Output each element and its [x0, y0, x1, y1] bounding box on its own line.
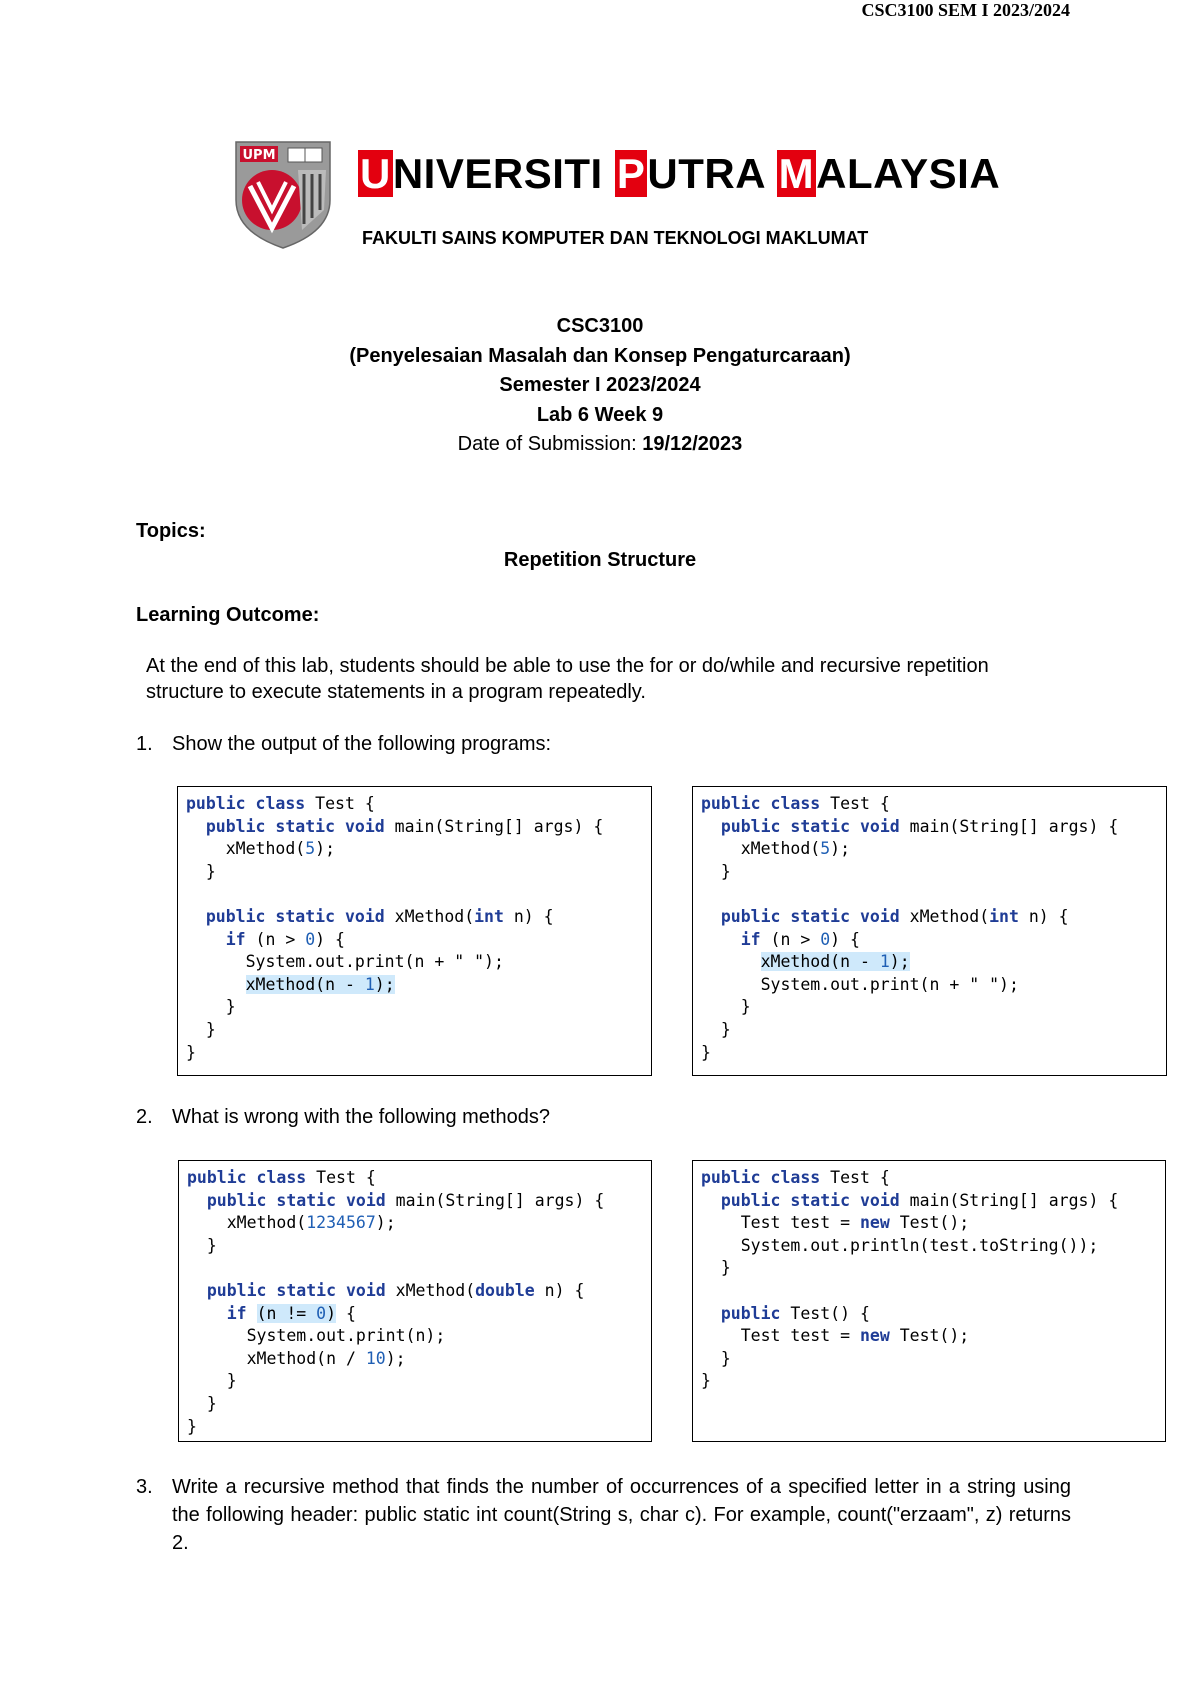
faculty-name: FAKULTI SAINS KOMPUTER DAN TEKNOLOGI MAKLUMAT — [362, 228, 869, 248]
lab-week: Lab 6 Week 9 — [536, 403, 664, 426]
question-text: What is wrong with the following methods? — [172, 1106, 550, 1128]
submission-date: 19/12/2023 — [642, 433, 743, 455]
question-2 — [136, 1106, 550, 1129]
upm-logo — [232, 140, 334, 250]
submission-label: Date of Submission: — [457, 433, 643, 455]
university-initial-m: M — [778, 150, 815, 197]
question-number: 1. — [136, 733, 153, 755]
topics-value: Repetition Structure — [503, 549, 697, 571]
code-sample-q1a: public class Test { public static void main(String[] args) { xMethod(5); } public static void xMethod(int n) { if (n > 0) { System.out.print(n + " "); xMethod(n - 1); } } } — [177, 786, 652, 1076]
university-name-part: NIVERSITI — [392, 150, 615, 197]
learning-outcome-text: At the end of this lab, students should be able to use the for or do/while and recursive repetition structure to execute statements in a program repeatedly. — [146, 655, 989, 703]
course-semester: Semester I 2023/2024 — [499, 374, 701, 396]
course-title: (Penyelesaian Masalah dan Konsep Pengaturcaraan) — [349, 344, 851, 367]
question-text: Write a recursive method that finds the number of occurrences of a specified letter in a string using the following header: public static int count(String s, char c). For example, count("erzaam", z) returns 2. — [172, 1476, 1071, 1554]
university-name — [358, 150, 1000, 198]
code-sample-q2b: public class Test { public static void main(String[] args) { Test test = new Test(); System.out.println(test.toString()); } public Test() { Test test = new Test(); } } — [692, 1160, 1166, 1442]
university-name-part: ALAYSIA — [816, 150, 1001, 197]
code-sample-q1b: public class Test { public static void main(String[] args) { xMethod(5); } public static void xMethod(int n) { if (n > 0) { xMethod(n - 1); System.out.print(n + " "); } } } — [692, 786, 1167, 1076]
submission-line — [0, 430, 1200, 460]
university-name-part: UTRA — [647, 150, 777, 197]
question-number: 3. — [136, 1476, 153, 1498]
question-1 — [136, 733, 551, 756]
learning-outcome-label: Learning Outcome: — [136, 604, 320, 626]
code-sample-q2a: public class Test { public static void main(String[] args) { xMethod(1234567); } public static void xMethod(double n) { if (n != 0) { System.out.print(n); xMethod(n / 10); } } } — [178, 1160, 652, 1442]
header-course-code: CSC3100 SEM I 2023/2024 — [861, 0, 1070, 20]
question-text: Show the output of the following programs: — [172, 733, 552, 755]
topics-label: Topics: — [136, 520, 206, 542]
university-initial-p: P — [616, 150, 646, 197]
question-number: 2. — [136, 1106, 153, 1128]
svg-text:UPM: UPM — [242, 148, 276, 163]
question-3 — [136, 1473, 1071, 1557]
course-info — [0, 312, 1200, 460]
university-initial-u: U — [360, 150, 391, 197]
course-code: CSC3100 — [556, 315, 644, 337]
